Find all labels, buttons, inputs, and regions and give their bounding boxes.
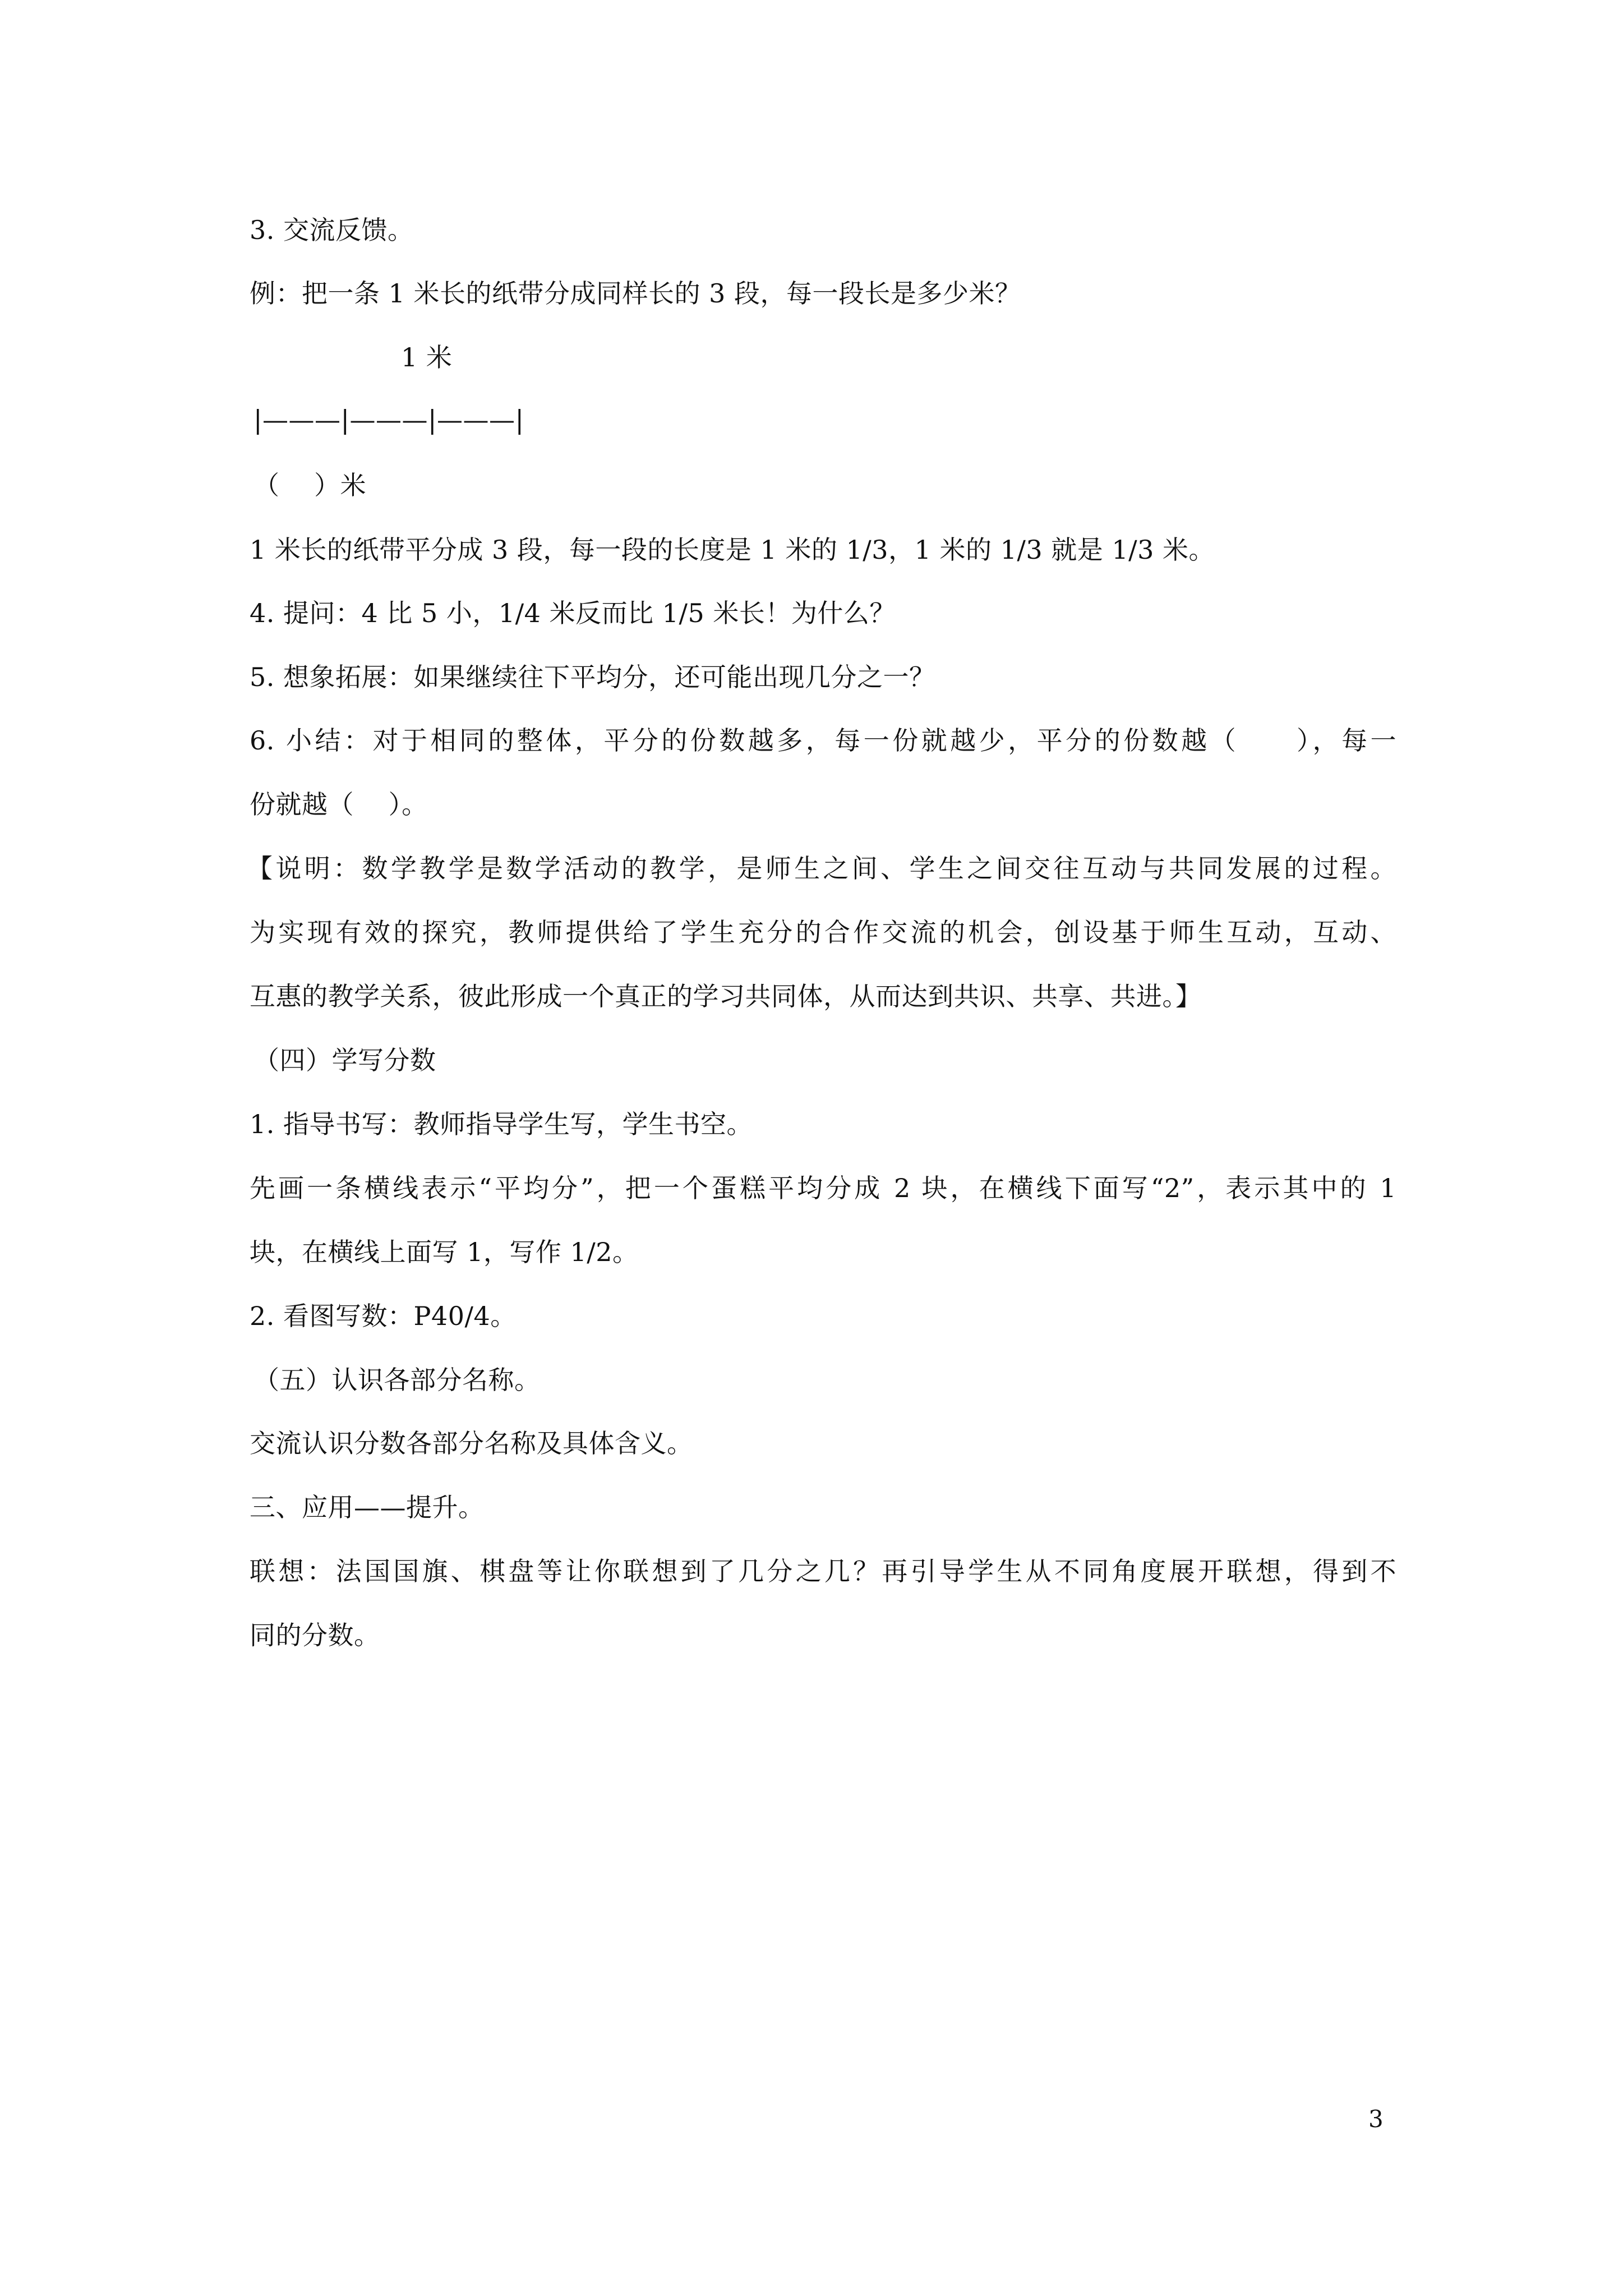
page-number: 3 (1368, 2105, 1384, 2133)
step-6-summary-line-2: 份就越（ ）。 (250, 789, 428, 820)
example-explanation: 1 米长的纸带平分成 3 段，每一段的长度是 1 米的 1/3，1 米的 1/3 就是 1/3 米。 (250, 535, 1215, 565)
part-3-heading: 三、应用——提升。 (250, 1492, 485, 1522)
step-6-summary-line-1: 6. 小结：对于相同的整体，平分的份数越多，每一份就越少，平分的份数越（ ），每一 (250, 725, 1396, 756)
step-5-extension: 5. 想象拓展：如果继续往下平均分，还可能出现几分之一？ (250, 662, 935, 692)
association-line-2: 同的分数。 (250, 1620, 380, 1650)
association-line-1: 联想：法国国旗、棋盘等让你联想到了几分之几？再引导学生从不同角度展开联想，得到不 (250, 1556, 1396, 1586)
section-4-item-1: 1. 指导书写：教师指导学生写，学生书空。 (250, 1109, 753, 1139)
section-4-paragraph-line-2: 块，在横线上面写 1，写作 1/2。 (250, 1237, 639, 1267)
diagram-answer-blank: （ ）米 (253, 470, 367, 500)
diagram-segment-line: |———|———|———| (253, 404, 524, 435)
section-5-heading: （五）认识各部分名称。 (253, 1365, 541, 1395)
step-4-question: 4. 提问：4 比 5 小，1/4 米反而比 1/5 米长！为什么？ (250, 598, 896, 628)
diagram-length-label: 1 米 (401, 342, 453, 372)
note-line-3: 互惠的教学关系，彼此形成一个真正的学习共同体，从而达到共识、共享、共进。】 (250, 981, 1202, 1011)
section-4-paragraph-line-1: 先画一条横线表示“平均分”，把一个蛋糕平均分成 2 块，在横线下面写“2”，表示其中的 1 (250, 1173, 1396, 1203)
step-3-heading: 3. 交流反馈。 (250, 215, 414, 245)
section-5-paragraph: 交流认识分数各部分名称及具体含义。 (250, 1428, 693, 1458)
example-question: 例：把一条 1 米长的纸带分成同样长的 3 段，每一段长是多少米？ (250, 278, 1021, 309)
note-line-2: 为实现有效的探究，教师提供给了学生充分的合作交流的机会，创设基于师生互动，互动、 (250, 917, 1396, 947)
section-4-heading: （四）学写分数 (253, 1045, 436, 1075)
note-line-1: 【说明：数学教学是数学活动的教学，是师生之间、学生之间交往互动与共同发展的过程。 (247, 853, 1396, 884)
section-4-item-2: 2. 看图写数：P40/4。 (250, 1301, 517, 1331)
